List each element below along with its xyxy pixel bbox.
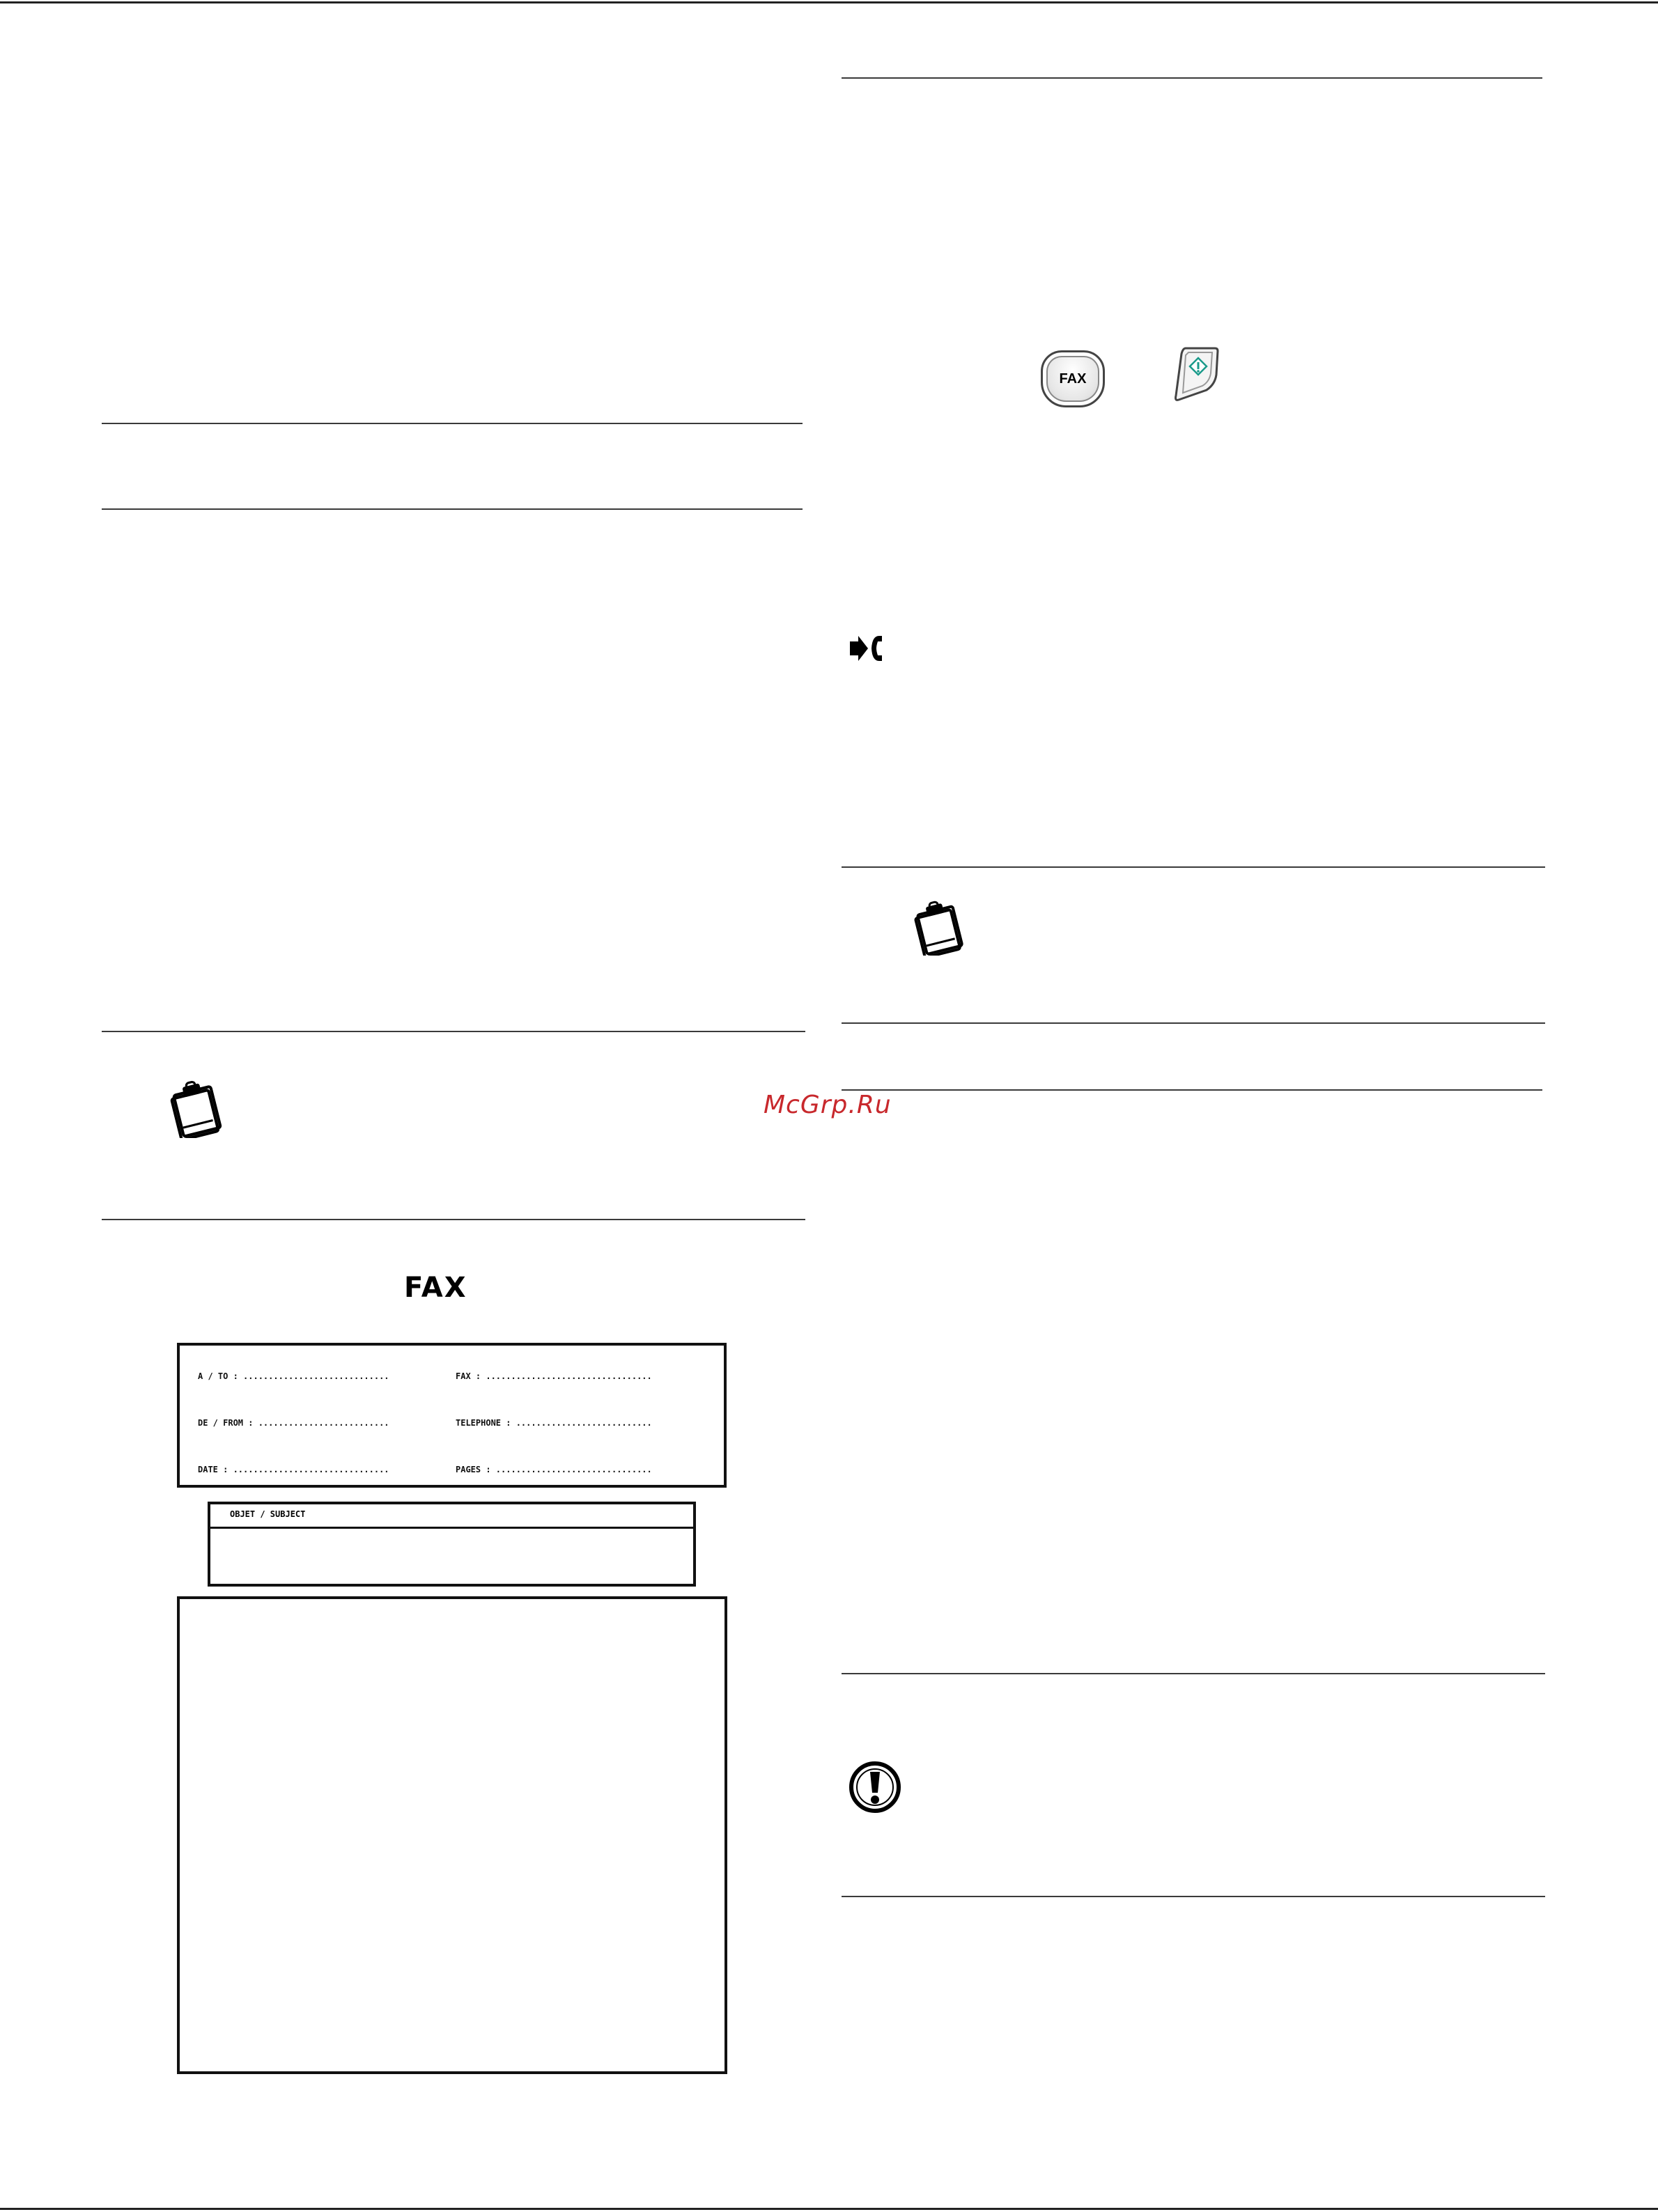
fax-form-date-field: DATE : ............................... xyxy=(198,1465,389,1474)
right-rule-1 xyxy=(842,77,1542,79)
fax-form-from-field: DE / FROM : .......................... xyxy=(198,1418,389,1428)
fax-form-title: FAX xyxy=(404,1272,467,1304)
left-rule-4 xyxy=(102,1219,805,1220)
fax-form-to-field: A / TO : ............................. xyxy=(198,1371,389,1381)
left-rule-1 xyxy=(102,423,803,424)
right-rule-3 xyxy=(842,1022,1545,1024)
exclamation-circle-icon xyxy=(847,1759,903,1815)
fax-button-label: FAX xyxy=(1059,371,1087,387)
right-rule-2 xyxy=(842,866,1545,868)
fax-form-subject-box xyxy=(208,1502,696,1587)
right-rule-4 xyxy=(842,1089,1542,1091)
fax-form-subject-header xyxy=(210,1504,693,1529)
fax-form-subject-label: OBJET / SUBJECT xyxy=(230,1509,306,1519)
page-top-rule xyxy=(0,1,1658,3)
left-rule-2 xyxy=(102,508,803,510)
fax-form-pages-field: PAGES : ............................... xyxy=(456,1465,652,1474)
fax-form-telephone-field: TELEPHONE : ........................... xyxy=(456,1418,652,1428)
page-bottom-rule xyxy=(0,2208,1658,2210)
fax-form-body-box xyxy=(177,1596,727,2074)
right-rule-6 xyxy=(842,1896,1545,1897)
start-icon[interactable] xyxy=(1170,345,1219,401)
watermark: McGrp.Ru xyxy=(764,1091,892,1119)
right-rule-5 xyxy=(842,1673,1545,1674)
fax-form-fax-field: FAX : ................................. xyxy=(456,1371,652,1381)
left-rule-3 xyxy=(102,1031,805,1032)
clipboard-note-icon xyxy=(167,1078,230,1138)
fax-button[interactable] xyxy=(1041,350,1105,407)
clipboard-note-icon xyxy=(911,898,971,956)
fax-form-header-box xyxy=(177,1343,727,1488)
phone-line-icon xyxy=(849,632,885,667)
